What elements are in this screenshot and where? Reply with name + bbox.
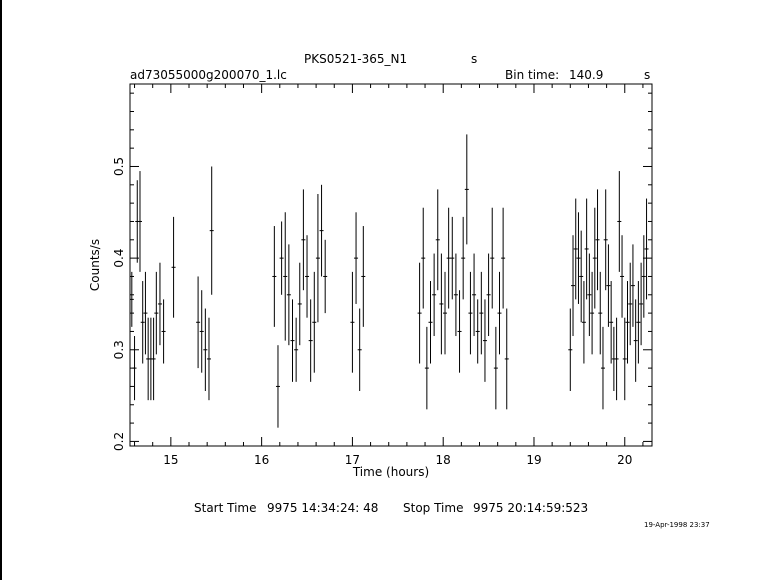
data-point [291,299,295,381]
data-point [571,235,575,336]
data-point [305,235,309,317]
data-point [479,272,483,354]
data-point [582,281,586,363]
data-point [283,212,287,340]
data-point [483,299,487,381]
data-point [642,235,646,317]
data-point [358,309,362,391]
bin-time-unit: s [644,68,651,82]
data-point [152,318,156,400]
data-point [465,134,469,244]
date-stamp: 19-Apr-1998 23:37 [644,521,710,529]
data-point [487,254,491,336]
data-point [615,318,619,400]
data-point [143,272,147,354]
data-point [494,327,498,409]
data-point [579,231,583,323]
data-point [320,185,324,277]
data-point [490,208,494,309]
data-point [425,327,429,409]
data-point [280,221,284,294]
data-point [634,299,638,381]
x-tick-label: 16 [253,453,270,467]
data-point [574,199,578,300]
file-name-label: ad73055000g200070_1.lc [130,68,287,82]
stop-time-label: Stop Time [403,501,464,515]
data-point [636,281,640,363]
data-point [138,171,142,272]
data-point [601,327,605,409]
data-point [309,299,313,381]
data-point [287,244,291,345]
data-point [631,244,635,326]
y-tick-label: 0.4 [112,248,126,268]
data-point [207,318,211,400]
data-points [130,134,649,427]
data-point [639,263,643,345]
bin-time-value: 140.9 [569,68,604,82]
data-point [585,199,589,300]
y-axis-ticks [112,93,652,451]
data-point [576,212,580,304]
data-point [590,272,594,354]
data-point [458,290,462,372]
data-point [568,309,572,391]
data-point [443,272,447,354]
plot-frame [130,84,652,446]
data-point [154,272,158,354]
data-point [141,281,145,363]
x-tick-label: 17 [344,453,361,467]
data-point [461,217,465,299]
data-point [294,318,298,382]
x-tick-label: 20 [617,453,633,467]
data-point [432,254,436,336]
chart-title-suffix: s [471,52,478,66]
data-point [450,217,454,299]
data-point [609,281,613,363]
data-point [354,212,358,304]
data-point [623,318,627,400]
x-tick-label: 15 [163,453,179,467]
data-point [312,272,316,373]
data-point [298,263,302,345]
data-point [645,199,649,300]
data-point [200,290,204,372]
data-point [418,263,422,364]
data-point [620,235,624,317]
data-point [439,254,443,355]
x-axis-ticks [135,84,643,467]
data-point [301,189,305,290]
data-point [421,208,425,309]
start-time-label: Start Time [194,501,257,515]
data-point [350,272,354,373]
start-time-value: 9975 14:34:24: 48 [267,501,379,515]
chart-title: PKS0521-365_N1 [304,52,408,66]
data-point [196,276,200,368]
data-point [436,189,440,290]
y-tick-label: 0.5 [112,156,126,177]
data-point [596,189,600,290]
x-tick-label: 19 [526,453,542,467]
data-point [501,208,505,309]
data-point [598,272,602,354]
data-point [476,299,480,363]
data-point [505,309,509,410]
data-point [454,254,458,336]
data-point [276,345,280,427]
data-point [625,281,629,363]
y-axis-label: Counts/s [88,238,102,292]
data-point [593,208,597,309]
data-point [272,226,276,327]
data-point [604,189,608,290]
data-point [428,281,432,363]
data-point [316,194,320,322]
x-axis-label: Time (hours) [352,465,430,479]
data-point [617,171,621,272]
data-point [133,336,137,400]
data-point [162,299,166,363]
x-tick-label: 18 [435,453,451,467]
bin-time-label: Bin time: [505,68,560,82]
data-point [158,263,162,345]
data-point [587,254,591,336]
data-point [447,208,451,309]
data-point [203,309,207,391]
data-point [172,217,176,318]
data-point [210,166,214,294]
data-point [497,272,501,354]
data-point [468,272,472,354]
stop-time-value: 9975 20:14:59:523 [473,501,589,515]
data-point [361,226,365,327]
data-point [472,254,476,336]
y-tick-label: 0.3 [112,340,126,360]
data-point [323,240,327,313]
data-point [606,244,610,326]
data-point [628,263,632,345]
y-tick-label: 0.2 [112,431,126,451]
